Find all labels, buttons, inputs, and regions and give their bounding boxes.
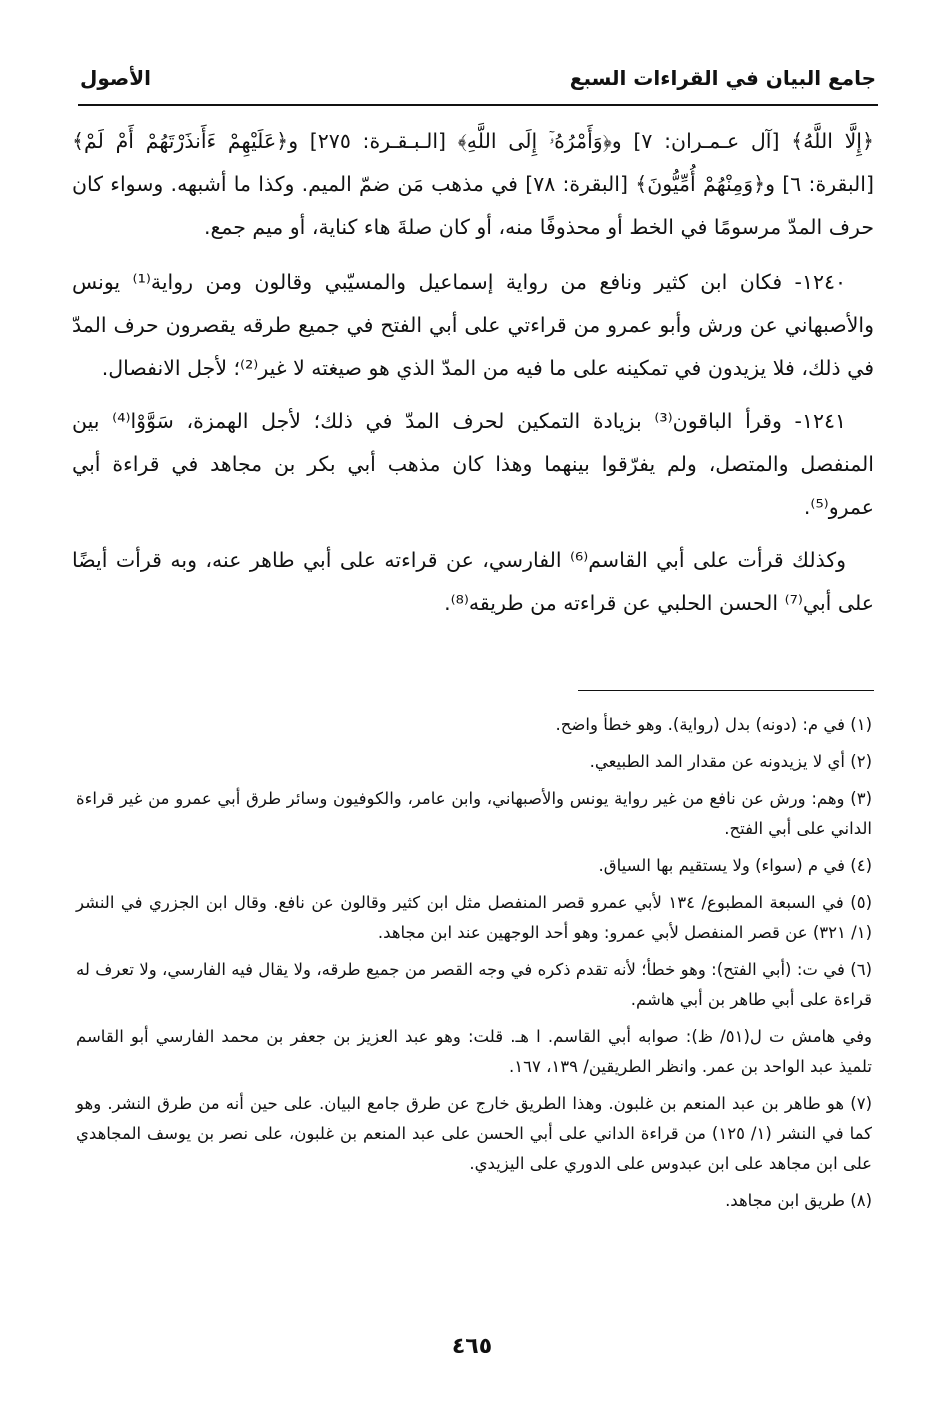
footnote: (٦) في ت: (أبي الفتح): وهو خطأ؛ لأنه تقدم ذكره في وجه القصر من جميع طرقه، ولا يقال فيه الفارسي، ولا تعرف له قراءة على أبي طاهر بن أبي هاشم. [76, 960, 872, 1009]
footnote: (٤) في م (سواء) ولا يستقيم بها السياق. [598, 856, 872, 875]
main-text [72, 120, 874, 635]
footnote: (٨) طريق ابن مجاهد. [725, 1191, 872, 1210]
footnote-divider [578, 690, 874, 691]
footnotes [76, 710, 872, 1223]
footnote: (٣) وهم: ورش عن نافع من غير رواية يونس والأصبهاني، وابن عامر، والكوفيون وسائر طرق أبي عمرو من غير قراءة الداني على أبي الفتح. [76, 789, 872, 838]
header-divider [78, 104, 878, 106]
footnote: (٢) أي لا يزيدونه عن مقدار المد الطبيعي. [589, 752, 872, 771]
footnote: (٧) هو طاهر بن عبد المنعم بن غلبون. وهذا الطريق خارج عن طرق جامع البيان. على حين أنه من طرق النشر. وهو كما في النشر (١/ ١٢٥) من قراءة الداني على أبي الحسن على عبد المنعم بن غلبون، على نصر بن يوسف المجاهدي على ابن مجاهد على ابن عبدوس على الدوري على اليزيدي. [76, 1094, 872, 1173]
footnote: (٥) في السبعة المطبوع/ ١٣٤ لأبي عمرو قصر المنفصل مثل ابن كثير وقالون عن نافع. وقال ابن الجزري في النشر (١/ ٣٢١) عن قصر المنفصل لأبي عمرو: وهو أحد الوجهين عند ابن مجاهد. [76, 893, 872, 942]
paragraph: ١٢٤٠- فكان ابن كثير ونافع من رواية إسماعيل والمسيّبي وقالون ومن رواية⁽¹⁾ يونس والأصبهاني عن ورش وأبو عمرو من قراءتي على أبي الفتح في جميع طرقه يقصرون حرف المدّ في ذلك، فلا يزيدون في تمكينه على ما فيه من المدّ الذي هو صيغته لا غير⁽²⁾؛ لأجل الانفصال. [72, 270, 874, 380]
page-number: ٤٦٥ [451, 1334, 493, 1359]
book-title: جامع البيان في القراءات السبع [569, 66, 876, 90]
footnote: (١) في م: (دونه) بدل (رواية). وهو خطأ واضح. [555, 715, 872, 734]
section-title: الأصول [80, 66, 151, 90]
paragraph: ١٢٤١- وقرأ الباقون⁽³⁾ بزيادة التمكين لحرف المدّ في ذلك؛ لأجل الهمزة، سَوَّوْا⁽⁴⁾ بين المنفصل والمتصل، ولم يفرّقوا بينهما وهذا كان مذهب أبي بكر بن مجاهد في قراءة أبي عمرو⁽⁵⁾. [72, 409, 874, 519]
footnote: وفي هامش ت ل(٥١/ ظ): صوابه أبي القاسم. ا هـ. قلت: وهو عبد العزيز بن جعفر بن محمد الفارسي أبو القاسم تلميذ عبد الواحد بن عمر. وانظر الطريقين/ ١٣٩، ١٦٧. [76, 1027, 872, 1076]
paragraph: وكذلك قرأت على أبي القاسم⁽⁶⁾ الفارسي، عن قراءته على أبي طاهر عنه، وبه قرأت أيضًا على أبي⁽⁷⁾ الحسن الحلبي عن قراءته من طريقه⁽⁸⁾. [72, 548, 874, 615]
paragraph: ﴿إِلَّا اللَّهُ﴾ [آل عـمـران: ٧] و﴿وَأَمْرُهُۥٓ إِلَى اللَّهِ﴾ [الـبـقـرة: ٢٧٥] و﴿عَلَيْهِمْ ءَأَنذَرْتَهُمْ أَمْ لَمْ﴾ [البقرة: ٦] و﴿وَمِنْهُمْ أُمِّيُّونَ﴾ [البقرة: ٧٨] في مذهب مَن ضمّ الميم. وكذا ما أشبهه. وسواء كان حرف المدّ مرسومًا في الخط أو محذوفًا منه، أو كان صلةَ هاء كناية، أو ميم جمع. [72, 129, 874, 239]
running-header [80, 58, 876, 98]
